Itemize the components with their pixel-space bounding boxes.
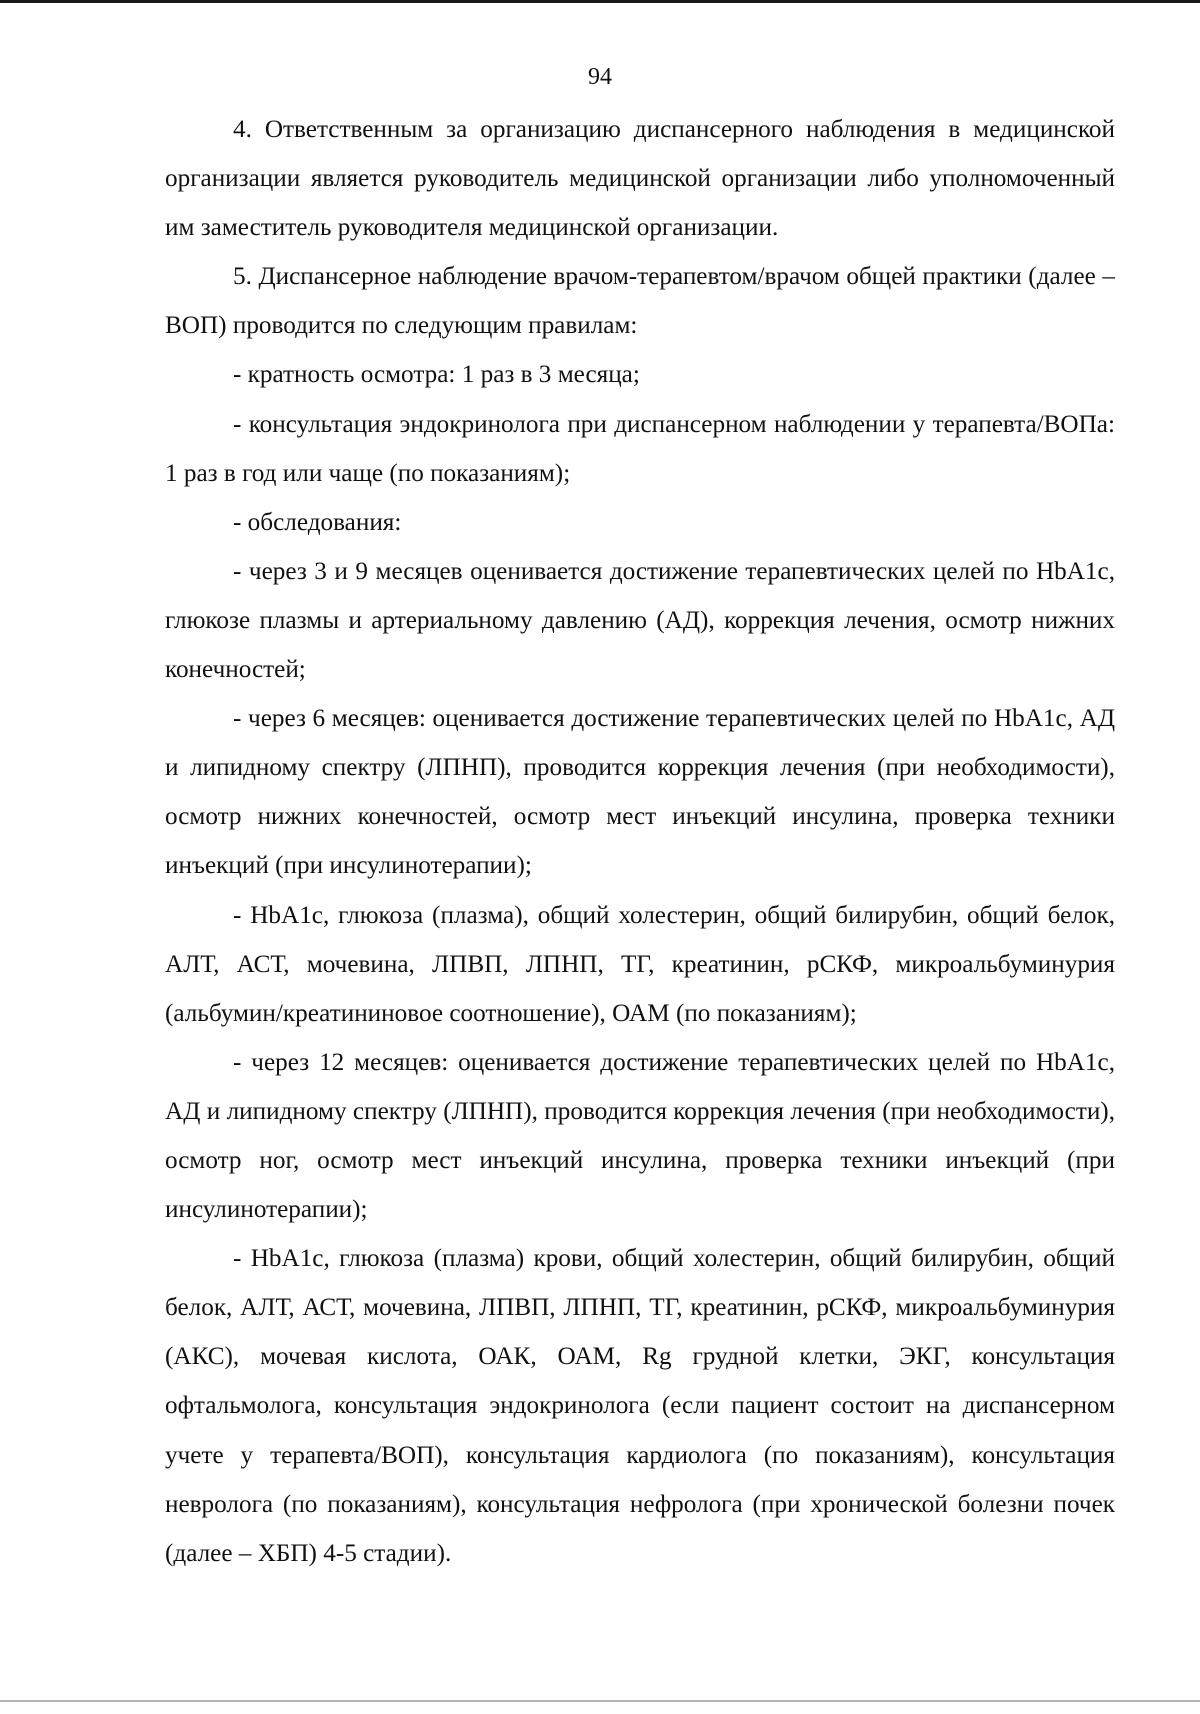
scan-bottom-edge xyxy=(0,1700,1200,1702)
list-item-endocrinologist-consult: - консультация эндокринолога при диспансерном наблюдении у терапевта/ВОПа: 1 раз в год или чаще (по показаниям); xyxy=(165,410,1115,487)
paragraph-responsible-person: 4. Ответственным за организацию диспансерного наблюдения в медицинской организации является руководитель медицинской организации либо уполномоченный им заместитель руководителя медицинской организации. xyxy=(165,116,1115,242)
list-item-6-months-labs: - HbA1c, глюкоза (плазма), общий холестерин, общий билирубин, общий белок, АЛТ, АСТ, мочевина, ЛПВП, ЛПНП, ТГ, креатинин, рСКФ, микроальбуминурия (альбумин/креатининовое соотношение), ОАМ (по показаниям); xyxy=(165,901,1115,1027)
list-item-6-months: - через 6 месяцев: оценивается достижение терапевтических целей по HbA1c, АД и липидному спектру (ЛПНП), проводится коррекция лечения (при необходимости), осмотр нижних конечностей, осмотр мест инъекций инсулина, проверка техники инъекций (при инсулинотерапии); xyxy=(165,705,1115,880)
list-item-examinations: - обследования: xyxy=(233,508,402,536)
scan-top-edge xyxy=(0,0,1200,3)
list-item-3-9-months: - через 3 и 9 месяцев оценивается достижение терапевтических целей по HbA1c, глюкозе плазмы и артериальному давлению (АД), коррекция лечения, осмотр нижних конечностей; xyxy=(165,557,1115,684)
paragraph-observation-rules: 5. Диспансерное наблюдение врачом-терапевтом/врачом общей практики (далее – ВОП) проводится по следующим правилам: xyxy=(165,263,1115,340)
list-item-exam-frequency: - кратность осмотра: 1 раз в 3 месяца; xyxy=(233,361,640,389)
document-body xyxy=(165,105,1115,1578)
list-item-12-months-labs: - HbA1c, глюкоза (плазма) крови, общий холестерин, общий билирубин, общий белок, АЛТ, АСТ, мочевина, ЛПВП, ЛПНП, ТГ, креатинин, рСКФ, микроальбуминурия (АКС), мочевая кислота, ОАК, ОАМ, Rg грудной клетки, ЭКГ, консультация офтальмолога, консультация эндокринолога (если пациент состоит на диспансерном учете у терапевта/ВОП), консультация кардиолога (по показаниям), консультация невролога (по показаниям), консультация нефролога (при хронической болезни почек (далее – ХБП) 4-5 стадии). xyxy=(165,1245,1115,1567)
list-item-12-months: - через 12 месяцев: оценивается достижение терапевтических целей по HbA1c, АД и липидному спектру (ЛПНП), проводится коррекция лечения (при необходимости), осмотр ног, осмотр мест инъекций инсулина, проверка техники инъекций (при инсулинотерапии); xyxy=(165,1048,1115,1224)
page-number: 94 xyxy=(588,64,612,90)
